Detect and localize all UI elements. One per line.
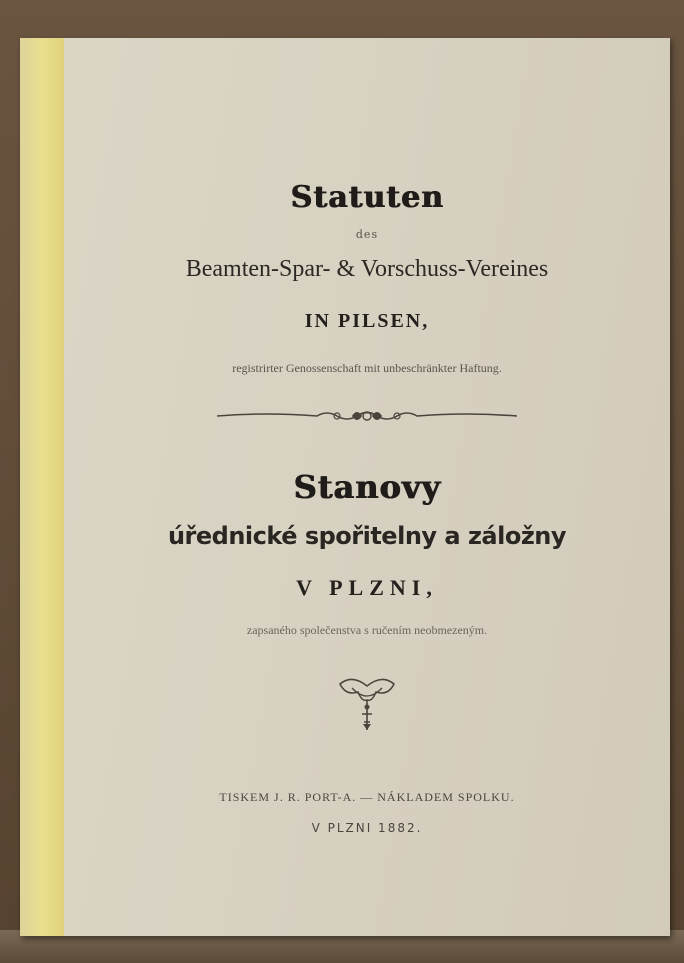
registration-german: registrirter Genossenschaft mit unbeschränkter Haftung. — [232, 361, 502, 375]
pamphlet-cover — [20, 38, 670, 936]
organization-czech: úřednické spořitelny a záložny — [167, 522, 567, 550]
registration-czech: zapsaného společenstva s ručením neobmezeným. — [246, 623, 488, 637]
printer-line: TISKEM J. R. PORT-A. — NÁKLADEM SPOLKU. — [219, 790, 515, 804]
fleuron-ornament — [64, 674, 670, 744]
title-czech: Stanovy — [293, 468, 441, 506]
organization-german: Beamten-Spar- & Vorschuss-Vereines — [185, 256, 549, 282]
ornamental-divider — [64, 406, 670, 430]
city-german: IN PILSEN, — [304, 310, 430, 332]
yellow-spine-strip — [20, 38, 64, 936]
city-czech: V PLZNI, — [296, 575, 438, 600]
cover-content — [64, 38, 670, 936]
des-word: des — [355, 228, 379, 241]
title-german: Statuten — [290, 180, 444, 215]
place-year: V PLZNI 1882. — [311, 821, 423, 835]
